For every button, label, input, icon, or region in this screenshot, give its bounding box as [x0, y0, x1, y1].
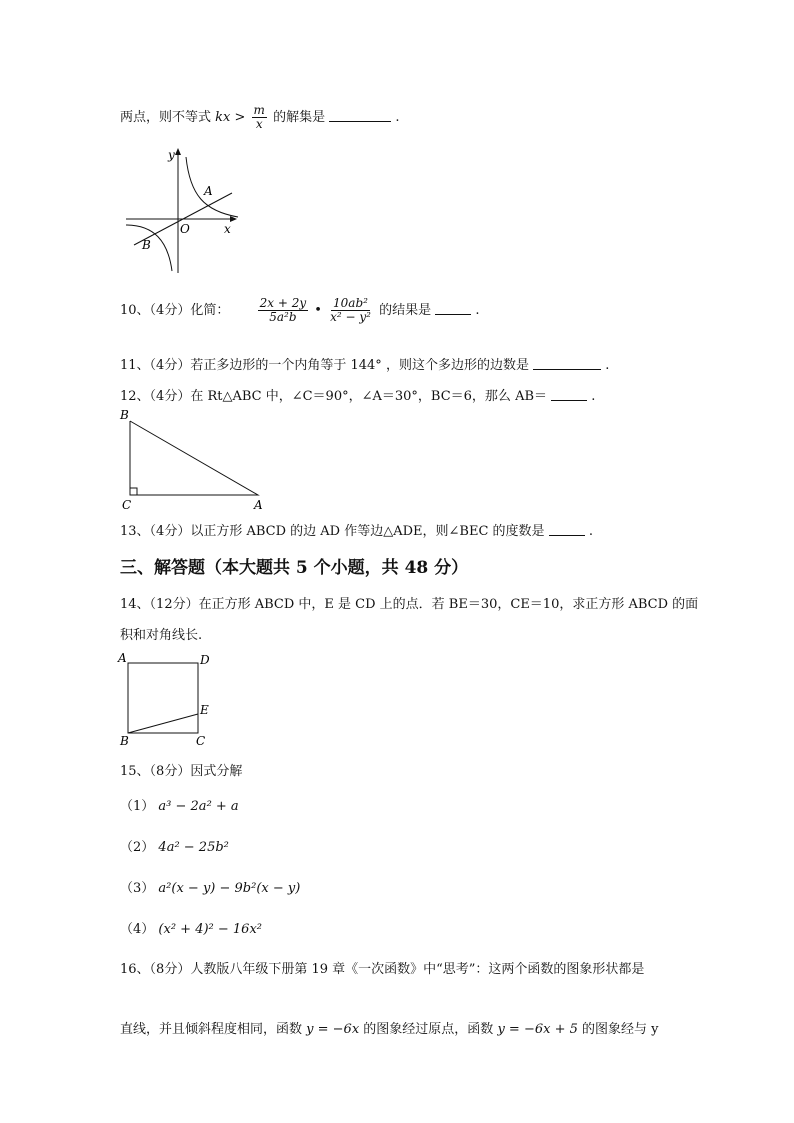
q15-item-label: （1） [120, 799, 155, 814]
label-d: D [200, 653, 210, 667]
q9-frac-den: x [255, 117, 263, 131]
right-angle-mark [130, 488, 137, 495]
q12-triangle [118, 406, 268, 514]
q16-line-2 [120, 1018, 659, 1037]
q16-text-c: 的图象经与 y [582, 1022, 659, 1037]
q15-item-4 [120, 918, 262, 937]
label-b: B [142, 238, 151, 252]
q14-square [116, 650, 216, 748]
q9-lhs: kx > [215, 110, 246, 125]
q10-fraction-1 [258, 297, 309, 324]
q15-item-label: （3） [120, 881, 155, 896]
q10-end: . [475, 303, 480, 318]
label-a: A [118, 651, 127, 665]
label-y: y [168, 148, 175, 162]
q11-prefix: 11、（4分）若正多边形的一个内角等于 [120, 358, 347, 373]
q15-item-expr: (x² + 4)² − 16x² [158, 922, 262, 937]
segment-be [128, 714, 198, 733]
q14-line-1: 14、（12分）在正方形 ABCD 中，E 是 CD 上的点．若 BE＝30，CE＝10，求正方形 ABCD 的面 [120, 597, 699, 612]
q15-item-expr: a²(x − y) − 9b²(x − y) [158, 881, 301, 896]
label-a: A [254, 498, 263, 512]
square-abcd [128, 663, 198, 733]
section-3-heading: 三、解答题（本大题共 5 个小题，共 48 分） [120, 558, 469, 578]
q12-end: . [591, 389, 596, 404]
q9-fraction [252, 104, 267, 131]
q13-text: 13、（4分）以正方形 ABCD 的边 AD 作等边△ADE，则∠BEC 的度数是 [120, 524, 545, 539]
q10-dot: • [314, 303, 322, 318]
q9-answer-blank[interactable] [329, 109, 391, 122]
q15-item-expr: a³ − 2a² + a [158, 799, 239, 814]
y-axis-arrow [175, 148, 181, 155]
q10-f1-num: 2x + 2y [259, 296, 307, 310]
q10-suffix: 的结果是 [379, 303, 432, 318]
label-c: C [122, 498, 132, 512]
q15-item-1 [120, 795, 239, 814]
q16-text-a: 直线，并且倾斜程度相同，函数 [120, 1022, 303, 1037]
label-o: O [180, 222, 190, 236]
q15-item-expr: 4a² − 25b² [158, 840, 229, 855]
q9-prefix: 两点，则不等式 [120, 110, 212, 125]
q12-line [120, 385, 595, 404]
q10-line [120, 297, 480, 324]
q16-func-1: y = −6x [306, 1022, 360, 1037]
q11-angle: 144° [350, 358, 382, 373]
triangle-abc [130, 421, 258, 495]
q11-answer-blank[interactable] [533, 357, 601, 370]
q9-graph [120, 145, 245, 280]
q15-item-label: （2） [120, 840, 155, 855]
q13-end: . [588, 524, 593, 539]
q16-text-b: 的图象经过原点，函数 [363, 1022, 494, 1037]
q11-line [120, 354, 609, 373]
q13-answer-blank[interactable] [549, 523, 585, 536]
q14-line-2: 积和对角线长. [120, 628, 203, 643]
q10-label: 10、（4分）化简： [120, 303, 230, 318]
q15-item-label: （4） [120, 922, 155, 937]
label-e: E [200, 703, 209, 717]
q15-title: 15、（8分）因式分解 [120, 764, 243, 779]
q13-line [120, 520, 593, 539]
label-b: B [120, 734, 129, 748]
q15-item-2 [120, 836, 229, 855]
q10-answer-blank[interactable] [435, 302, 471, 315]
q10-fraction-2 [328, 297, 373, 324]
q11-end: . [605, 358, 610, 373]
label-a: A [204, 184, 213, 198]
q12-text: 12、（4分）在 Rt△ABC 中，∠C＝90°，∠A＝30°，BC＝6，那么 AB＝ [120, 389, 548, 404]
q11-suffix: ，则这个多边形的边数是 [385, 358, 529, 373]
q10-f2-den: x² − y² [330, 310, 371, 324]
q12-answer-blank[interactable] [551, 388, 587, 401]
q10-f1-den: 5a²b [269, 310, 297, 324]
q9-line [120, 104, 400, 131]
q9-suffix: 的解集是 [273, 110, 326, 125]
q15-item-3 [120, 877, 300, 896]
label-b: B [120, 408, 129, 422]
label-x: x [224, 222, 231, 236]
q9-frac-num: m [253, 103, 265, 117]
q16-line-1: 16、（8分）人教版八年级下册第 19 章《一次函数》中“思考”：这两个函数的图象形状都是 [120, 962, 645, 977]
q9-end: . [395, 110, 400, 125]
q10-f2-num: 10ab² [333, 296, 368, 310]
label-c: C [196, 734, 206, 748]
q16-func-2: y = −6x + 5 [497, 1022, 578, 1037]
